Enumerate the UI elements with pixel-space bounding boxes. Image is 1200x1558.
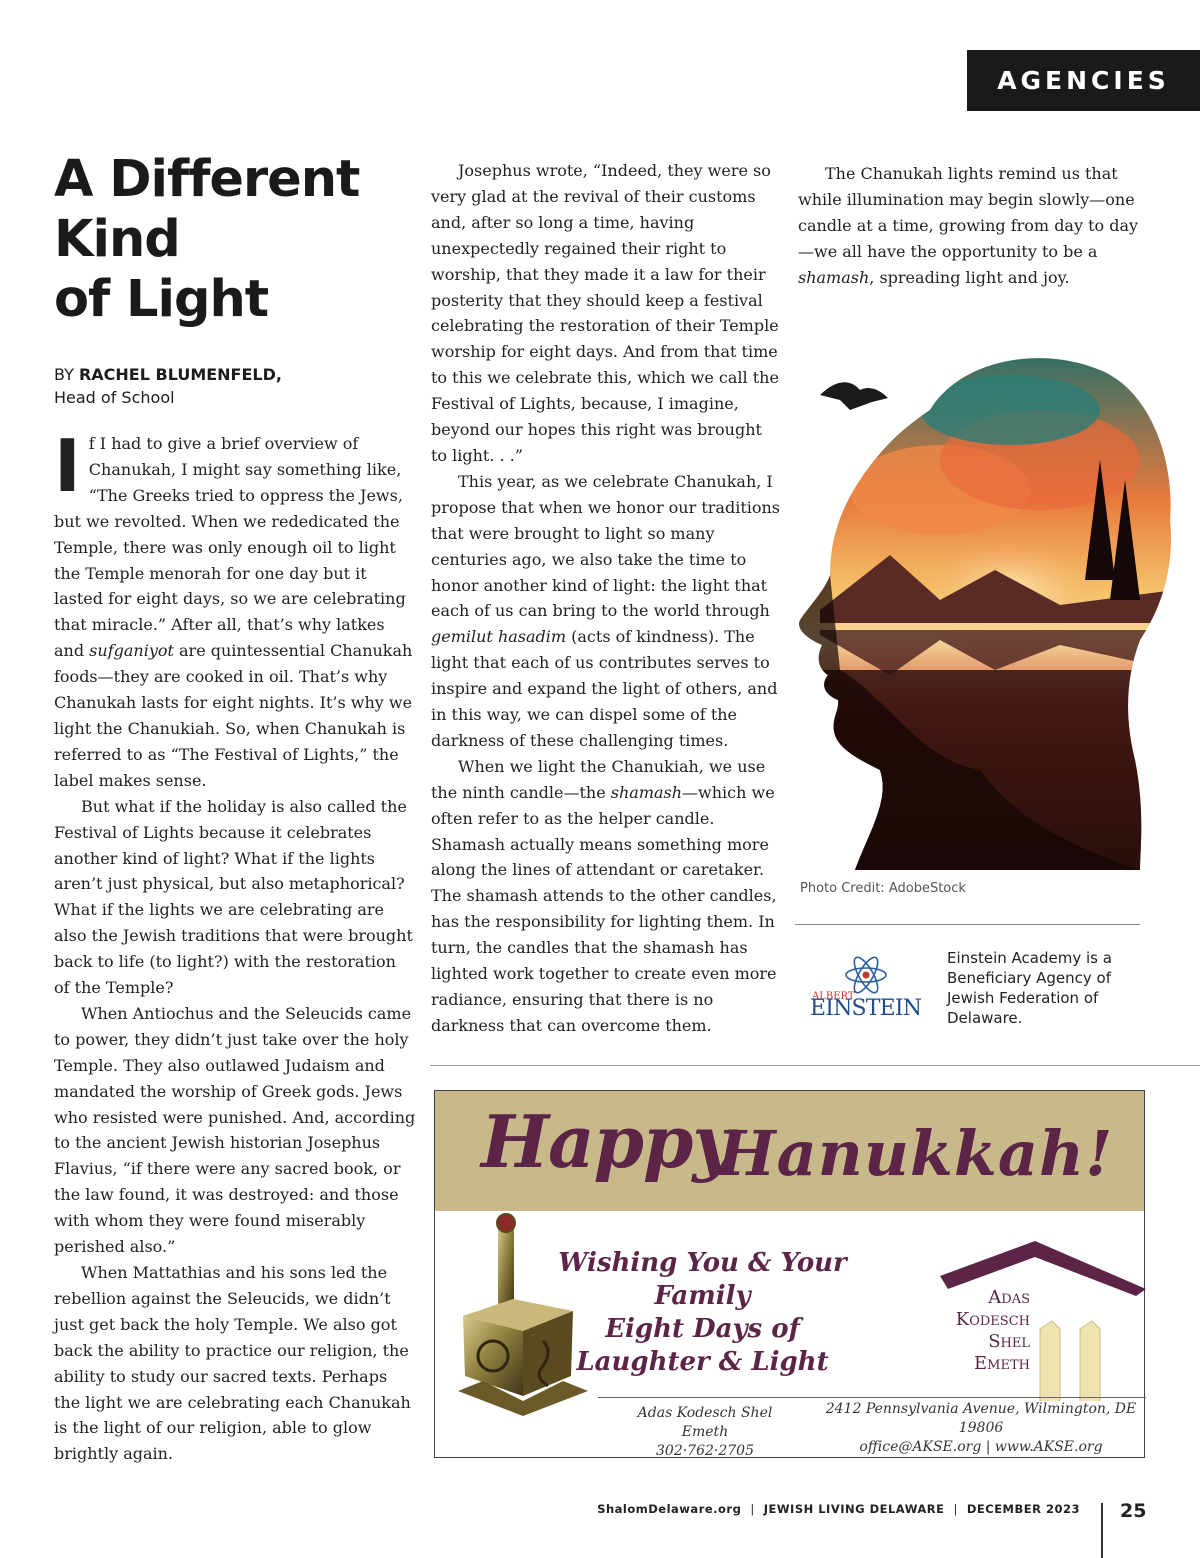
- ad-hanukkah-text: Hanukkah!: [717, 1117, 1114, 1190]
- byline-prefix: BY: [54, 365, 79, 384]
- paragraph: This year, as we celebrate Chanukah, I propose that when we honor our traditions that were brought to light so many centuries ago, we also take the time to honor another kind of light: the light that each of us can bring to the world through gemilut hasadim (acts of kindness). The light that each of us contributes serves to inspire and expand the light of others, and in this way, we can dispel some of the darkness of these challenging times.: [431, 471, 781, 750]
- footer-issue: DECEMBER 2023: [966, 1502, 1080, 1516]
- paragraph: But what if the holiday is also called the Festival of Lights because it celebrates another kind of light? What if the lights aren’t just physical, but also metaphorical? What if the lights we are celebrating are also the Jewish traditions that were brought back to life (to light?) with the restoration of the Temple?: [54, 796, 413, 998]
- article-column-3: [798, 161, 1148, 291]
- ad-happy-text: Happy: [481, 1099, 734, 1184]
- photo-credit: Photo Credit: AdobeStock: [800, 881, 966, 896]
- logo-big-text: EINSTEIN: [810, 996, 922, 1021]
- page-footer: ShalomDelaware.org | JEWISH LIVING DELAWARE | DECEMBER 2023: [597, 1502, 1080, 1516]
- article-title: [54, 150, 394, 330]
- paragraph: Josephus wrote, “Indeed, they were so very glad at the revival of their customs and, after so long a time, having unexpectedly regained their right to worship, that they made it a law for their posterity that they should keep a festival celebrating the restoration of their Temple worship for eight days. And from that time to this we celebrate this, which we call the Festival of Lights, because, I imagine, beyond our hopes this right was brought to light. . .”: [431, 161, 779, 465]
- head-silhouette-landscape-image: [780, 340, 1175, 870]
- albert-einstein-logo: [806, 955, 926, 1025]
- divider: [430, 1065, 1200, 1066]
- author-name: RACHEL BLUMENFELD,: [78, 365, 282, 384]
- footer-publication: JEWISH LIVING DELAWARE: [763, 1502, 945, 1516]
- drop-cap: I: [54, 424, 81, 508]
- footer-divider: [1101, 1503, 1103, 1558]
- logo-small-text: ALBERT: [812, 991, 855, 1002]
- hanukkah-advertisement: [434, 1090, 1145, 1458]
- footer-site: ShalomDelaware.org: [597, 1502, 742, 1516]
- paragraph: When Mattathias and his sons led the rebellion against the Seleucids, we didn’t just get back the holy Temple. We also got back the ability to practice our religion, the ability to study our sacred texts. Perhaps the light we are celebrating each Chanukah is the light of our religion, able to glow brightly again.: [54, 1263, 411, 1464]
- ad-contact-name-phone: Adas Kodesch Shel Emeth 302·762·2705: [637, 1405, 773, 1459]
- title-line-3: of Light: [54, 270, 269, 329]
- ad-banner: [435, 1091, 1144, 1211]
- ad-divider: [598, 1397, 1146, 1398]
- paragraph: If I had to give a brief overview of Chanukah, I might say something like, “The Greeks tried to oppress the Jews, but we revolted. When we rededicated the Temple, there was only enough oil to light the Temple menorah for one day but it lasted for eight days, so we are celebrating that miracle.” After all, that’s why latkes and sufganiyot are quintessential Chanukah foods—they are cooked in oil. That’s why Chanukah lasts for eight nights. It’s why we light the Chanukiah. So, when Chanukah is referred to as “The Festival of Lights,” the label makes sense.: [54, 424, 413, 790]
- page-number: 25: [1120, 1500, 1147, 1522]
- agency-note: Einstein Academy is a Beneficiary Agency of Jewish Federation of Delaware.: [947, 949, 1112, 1027]
- paragraph: When Antiochus and the Seleucids came to power, they didn’t just take over the holy Temple. They also outlawed Judaism and mandated the worship of Greek gods. Jews who resisted were punished. And, according to the ancient Jewish historian Josephus Flavius, “if there were any sacred book, or the law found, it was destroyed: and those with whom they were found miserably perished also.”: [54, 1003, 416, 1257]
- paragraph: The Chanukah lights remind us that while illumination may begin slowly—one candle at a time, growing from day to day—we all have the opportunity to be a shamash, spreading light and joy.: [798, 164, 1139, 287]
- article-column-1: [54, 424, 416, 1467]
- title-line-2: Kind: [54, 210, 180, 269]
- ad-contact-address: 2412 Pennsylvania Avenue, Wilmington, DE 19806 office@AKSE.org | www.AKSE.org: [825, 1401, 1137, 1455]
- paragraph: When we light the Chanukiah, we use the ninth candle—the shamash—which we often refer to as the helper candle. Shamash actually means something more along the lines of attendant or caretaker. The shamash attends to the other candles, has the responsibility for lighting them. In turn, the candles that the shamash has lighted work together to create even more radiance, ensuring that there is no darkness that can overcome them.: [431, 756, 777, 1035]
- ad-greeting: Wishing You & Your Family Eight Days of Laughter & Light: [558, 1248, 847, 1377]
- section-tab: AGENCIES: [967, 50, 1200, 111]
- article-column-2: [431, 158, 783, 1039]
- divider: [795, 924, 1140, 925]
- synagogue-name: Adas Kodesch Shel Emeth: [955, 1287, 1030, 1374]
- author-role: Head of School: [54, 388, 175, 407]
- byline: [54, 363, 384, 409]
- title-line-1: A Different: [54, 150, 360, 209]
